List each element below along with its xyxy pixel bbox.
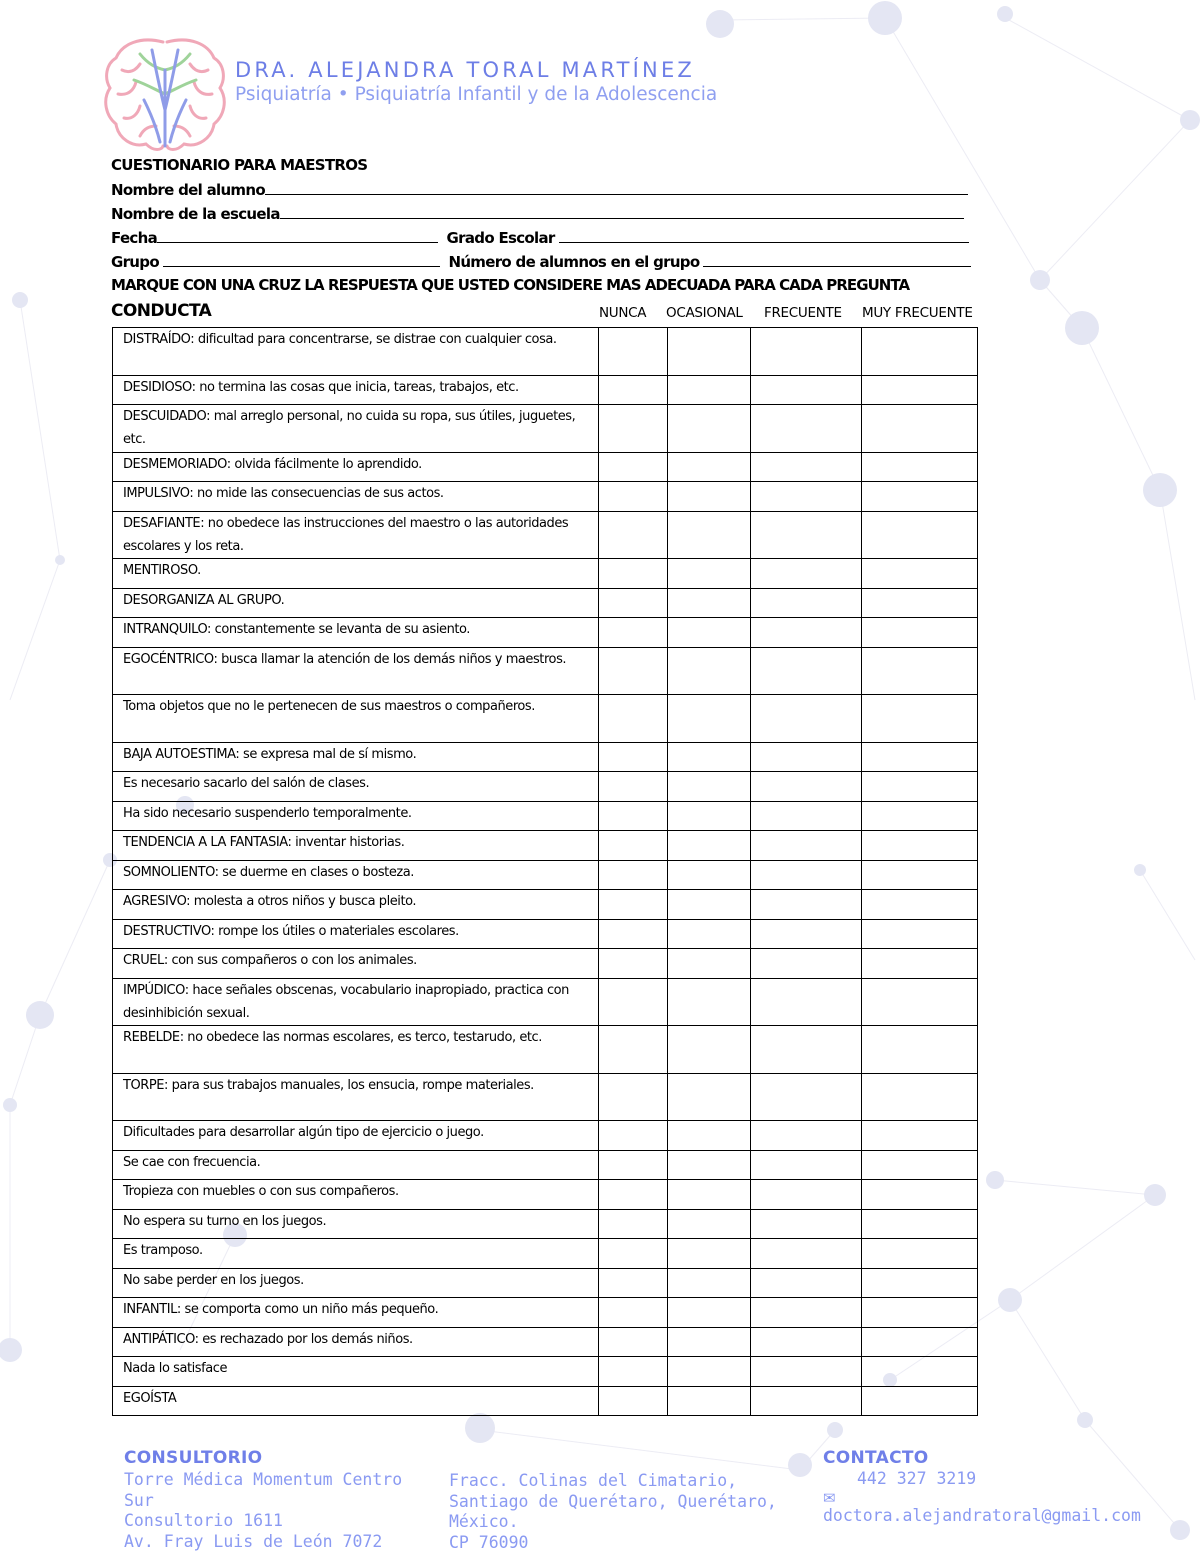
answer-cell-nunca[interactable] (599, 919, 668, 949)
question-text: SOMNOLIENTO: se duerme en clases o bosteza. (113, 860, 599, 890)
address-line: México. (449, 1512, 519, 1531)
question-text: Nada lo satisface (113, 1357, 599, 1387)
answer-cell-frecuente[interactable] (751, 742, 862, 772)
answer-cell-muy-frecuente[interactable] (862, 1026, 978, 1074)
answer-cell-frecuente[interactable] (751, 588, 862, 618)
table-row (113, 1268, 978, 1298)
answer-cell-nunca[interactable] (599, 949, 668, 979)
answer-cell-frecuente[interactable] (751, 919, 862, 949)
answer-cell-nunca[interactable] (599, 647, 668, 695)
column-header-ocasional: OCASIONAL (666, 305, 743, 321)
student-name-field[interactable] (265, 180, 968, 195)
answer-cell-nunca[interactable] (599, 1298, 668, 1328)
date-field[interactable] (157, 228, 438, 243)
grade-field[interactable] (559, 228, 969, 243)
answer-cell-nunca[interactable] (599, 375, 668, 405)
answer-cell-frecuente[interactable] (751, 1386, 862, 1416)
question-text: INTRANQUILO: constantemente se levanta de su asiento. (113, 618, 599, 648)
question-text: INFANTIL: se comporta como un niño más pequeño. (113, 1298, 599, 1328)
student-name-row (111, 180, 968, 199)
answer-cell-frecuente[interactable] (751, 559, 862, 589)
answer-cell-muy-frecuente[interactable] (862, 618, 978, 648)
answer-cell-frecuente[interactable] (751, 328, 862, 376)
answer-cell-nunca[interactable] (599, 1150, 668, 1180)
answer-cell-ocasional[interactable] (668, 1386, 751, 1416)
answer-cell-ocasional[interactable] (668, 801, 751, 831)
answer-cell-muy-frecuente[interactable] (862, 1327, 978, 1357)
answer-cell-muy-frecuente[interactable] (862, 801, 978, 831)
answer-cell-frecuente[interactable] (751, 890, 862, 920)
date-label: Fecha (111, 229, 158, 247)
table-row (113, 695, 978, 743)
behavior-table (112, 327, 978, 1416)
answer-cell-ocasional[interactable] (668, 890, 751, 920)
answer-cell-ocasional[interactable] (668, 831, 751, 861)
answer-cell-frecuente[interactable] (751, 695, 862, 743)
answer-cell-ocasional[interactable] (668, 328, 751, 376)
answer-cell-frecuente[interactable] (751, 511, 862, 559)
answer-cell-frecuente[interactable] (751, 1239, 862, 1269)
table-row (113, 1239, 978, 1269)
answer-cell-muy-frecuente[interactable] (862, 405, 978, 453)
office-line: Consultorio 1611 (124, 1511, 283, 1530)
table-row (113, 772, 978, 802)
answer-cell-frecuente[interactable] (751, 375, 862, 405)
answer-cell-nunca[interactable] (599, 772, 668, 802)
envelope-icon: ✉ (823, 1489, 836, 1507)
question-text: CRUEL: con sus compañeros o con los animales. (113, 949, 599, 979)
answer-cell-ocasional[interactable] (668, 559, 751, 589)
table-row (113, 1386, 978, 1416)
student-name-label: Nombre del alumno (111, 181, 265, 199)
question-text: AGRESIVO: molesta a otros niños y busca pleito. (113, 890, 599, 920)
answer-cell-muy-frecuente[interactable] (862, 1150, 978, 1180)
num-students-label: Número de alumnos en el grupo (448, 253, 700, 271)
answer-cell-ocasional[interactable] (668, 511, 751, 559)
address-line: CP 76090 (449, 1532, 529, 1552)
answer-cell-nunca[interactable] (599, 831, 668, 861)
answer-cell-muy-frecuente[interactable] (862, 919, 978, 949)
question-text: No sabe perder en los juegos. (113, 1268, 599, 1298)
answer-cell-frecuente[interactable] (751, 1357, 862, 1387)
office-title: CONSULTORIO (124, 1448, 263, 1468)
table-row (113, 742, 978, 772)
street-address (449, 1471, 779, 1553)
school-name-field[interactable] (280, 204, 964, 219)
answer-cell-nunca[interactable] (599, 1357, 668, 1387)
table-row (113, 1150, 978, 1180)
answer-cell-ocasional[interactable] (668, 452, 751, 482)
question-text: EGOÍSTA (113, 1386, 599, 1416)
answer-cell-ocasional[interactable] (668, 588, 751, 618)
answer-cell-ocasional[interactable] (668, 949, 751, 979)
school-name-row (111, 204, 964, 223)
office-address (124, 1470, 424, 1552)
answer-cell-nunca[interactable] (599, 482, 668, 512)
table-row (113, 405, 978, 453)
question-text: Es tramposo. (113, 1239, 599, 1269)
answer-cell-muy-frecuente[interactable] (862, 1298, 978, 1328)
answer-cell-nunca[interactable] (599, 328, 668, 376)
answer-cell-nunca[interactable] (599, 695, 668, 743)
answer-cell-ocasional[interactable] (668, 1150, 751, 1180)
answer-cell-ocasional[interactable] (668, 1209, 751, 1239)
column-header-frecuente: FRECUENTE (764, 305, 842, 321)
question-text: Es necesario sacarlo del salón de clases. (113, 772, 599, 802)
answer-cell-ocasional[interactable] (668, 919, 751, 949)
answer-cell-ocasional[interactable] (668, 1180, 751, 1210)
answer-cell-ocasional[interactable] (668, 482, 751, 512)
answer-cell-frecuente[interactable] (751, 1180, 862, 1210)
answer-cell-frecuente[interactable] (751, 1026, 862, 1074)
question-text: TORPE: para sus trabajos manuales, los ensucia, rompe materiales. (113, 1073, 599, 1121)
answer-cell-ocasional[interactable] (668, 1239, 751, 1269)
column-header-muy-frecuente: MUY FRECUENTE (862, 305, 973, 321)
group-row (111, 252, 971, 271)
num-students-field[interactable] (703, 252, 971, 267)
table-row (113, 1180, 978, 1210)
answer-cell-nunca[interactable] (599, 1209, 668, 1239)
table-row (113, 452, 978, 482)
office-line: Torre Médica Momentum Centro (124, 1470, 403, 1489)
table-row (113, 978, 978, 1026)
address-line: Santiago de Querétaro, Querétaro, (449, 1491, 777, 1511)
answer-cell-frecuente[interactable] (751, 482, 862, 512)
question-text: Dificultades para desarrollar algún tipo de ejercicio o juego. (113, 1121, 599, 1151)
question-text: DISTRAÍDO: dificultad para concentrarse, se distrae con cualquier cosa. (113, 328, 599, 376)
answer-cell-nunca[interactable] (599, 1386, 668, 1416)
table-row (113, 890, 978, 920)
answer-cell-nunca[interactable] (599, 559, 668, 589)
answer-cell-nunca[interactable] (599, 618, 668, 648)
answer-cell-muy-frecuente[interactable] (862, 978, 978, 1026)
table-row (113, 588, 978, 618)
answer-cell-muy-frecuente[interactable] (862, 1073, 978, 1121)
grade-label: Grado Escolar (446, 229, 555, 247)
answer-cell-nunca[interactable] (599, 405, 668, 453)
answer-cell-nunca[interactable] (599, 890, 668, 920)
table-row (113, 1026, 978, 1074)
question-text: DESTRUCTIVO: rompe los útiles o materiales escolares. (113, 919, 599, 949)
question-text: DESCUIDADO: mal arreglo personal, no cuida su ropa, sus útiles, juguetes, etc. (113, 405, 599, 453)
answer-cell-frecuente[interactable] (751, 1298, 862, 1328)
question-text: No espera su turno en los juegos. (113, 1209, 599, 1239)
answer-cell-frecuente[interactable] (751, 452, 862, 482)
question-text: BAJA AUTOESTIMA: se expresa mal de sí mismo. (113, 742, 599, 772)
answer-cell-muy-frecuente[interactable] (862, 742, 978, 772)
answer-cell-frecuente[interactable] (751, 1150, 862, 1180)
question-text: IMPÚDICO: hace señales obscenas, vocabulario inapropiado, practica con desinhibición sexual. (113, 978, 599, 1026)
question-text: Tropieza con muebles o con sus compañeros. (113, 1180, 599, 1210)
answer-cell-frecuente[interactable] (751, 831, 862, 861)
answer-cell-muy-frecuente[interactable] (862, 949, 978, 979)
question-text: Ha sido necesario suspenderlo temporalmente. (113, 801, 599, 831)
table-row (113, 1327, 978, 1357)
answer-cell-muy-frecuente[interactable] (862, 890, 978, 920)
answer-cell-muy-frecuente[interactable] (862, 1386, 978, 1416)
answer-cell-ocasional[interactable] (668, 1073, 751, 1121)
answer-cell-muy-frecuente[interactable] (862, 695, 978, 743)
answer-cell-frecuente[interactable] (751, 618, 862, 648)
answer-cell-frecuente[interactable] (751, 1209, 862, 1239)
answer-cell-ocasional[interactable] (668, 695, 751, 743)
doctor-name: DRA. ALEJANDRA TORAL MARTÍNEZ (235, 58, 696, 82)
answer-cell-muy-frecuente[interactable] (862, 647, 978, 695)
table-row (113, 1209, 978, 1239)
answer-cell-muy-frecuente[interactable] (862, 1209, 978, 1239)
answer-cell-frecuente[interactable] (751, 1073, 862, 1121)
answer-cell-muy-frecuente[interactable] (862, 559, 978, 589)
answer-cell-muy-frecuente[interactable] (862, 482, 978, 512)
table-row (113, 919, 978, 949)
question-text: Toma objetos que no le pertenecen de sus maestros o compañeros. (113, 695, 599, 743)
answer-cell-nunca[interactable] (599, 1121, 668, 1151)
address-line: Fracc. Colinas del Cimatario, (449, 1471, 738, 1490)
answer-cell-ocasional[interactable] (668, 618, 751, 648)
question-text: EGOCÉNTRICO: busca llamar la atención de los demás niños y maestros. (113, 647, 599, 695)
question-text: ANTIPÁTICO: es rechazado por los demás niños. (113, 1327, 599, 1357)
answer-cell-muy-frecuente[interactable] (862, 588, 978, 618)
answer-cell-muy-frecuente[interactable] (862, 1239, 978, 1269)
answer-cell-muy-frecuente[interactable] (862, 1268, 978, 1298)
date-grade-row (111, 228, 969, 247)
answer-cell-ocasional[interactable] (668, 1357, 751, 1387)
answer-cell-ocasional[interactable] (668, 742, 751, 772)
question-text: TENDENCIA A LA FANTASIA: inventar historias. (113, 831, 599, 861)
table-row (113, 1298, 978, 1328)
answer-cell-muy-frecuente[interactable] (862, 452, 978, 482)
answer-cell-nunca[interactable] (599, 588, 668, 618)
table-row (113, 559, 978, 589)
answer-cell-muy-frecuente[interactable] (862, 375, 978, 405)
answer-cell-nunca[interactable] (599, 801, 668, 831)
answer-cell-ocasional[interactable] (668, 1298, 751, 1328)
table-row (113, 860, 978, 890)
form-title: CUESTIONARIO PARA MAESTROS (111, 156, 368, 174)
answer-cell-nunca[interactable] (599, 978, 668, 1026)
office-line: Av. Fray Luis de León 7072 (124, 1531, 383, 1551)
answer-cell-ocasional[interactable] (668, 860, 751, 890)
table-body (113, 328, 978, 1416)
answer-cell-frecuente[interactable] (751, 1268, 862, 1298)
doctor-specialty: Psiquiatría • Psiquiatría Infantil y de la Adolescencia (235, 84, 718, 105)
contact-email[interactable]: doctora.alejandratoral@gmail.com (823, 1506, 1141, 1525)
question-text: IMPULSIVO: no mide las consecuencias de sus actos. (113, 482, 599, 512)
instruction: MARQUE CON UNA CRUZ LA RESPUESTA QUE USTED CONSIDERE MAS ADECUADA PARA CADA PREGUNTA (111, 276, 910, 294)
question-text: Se cae con frecuencia. (113, 1150, 599, 1180)
answer-cell-frecuente[interactable] (751, 801, 862, 831)
contact-phone[interactable]: 442 327 3219 (857, 1469, 977, 1488)
contact-title: CONTACTO (823, 1448, 929, 1468)
column-header-nunca: NUNCA (599, 305, 647, 321)
table-row (113, 482, 978, 512)
table-row (113, 831, 978, 861)
answer-cell-frecuente[interactable] (751, 1327, 862, 1357)
answer-cell-nunca[interactable] (599, 1268, 668, 1298)
group-field[interactable] (163, 252, 440, 267)
section-label: CONDUCTA (111, 301, 212, 321)
answer-cell-ocasional[interactable] (668, 405, 751, 453)
answer-cell-nunca[interactable] (599, 1327, 668, 1357)
answer-cell-frecuente[interactable] (751, 772, 862, 802)
table-row (113, 1357, 978, 1387)
answer-cell-nunca[interactable] (599, 742, 668, 772)
answer-cell-muy-frecuente[interactable] (862, 772, 978, 802)
table-row (113, 1121, 978, 1151)
answer-cell-ocasional[interactable] (668, 647, 751, 695)
table-row (113, 647, 978, 695)
answer-cell-muy-frecuente[interactable] (862, 1180, 978, 1210)
office-line: Sur (124, 1490, 154, 1510)
answer-cell-ocasional[interactable] (668, 1327, 751, 1357)
answer-cell-ocasional[interactable] (668, 1026, 751, 1074)
answer-cell-ocasional[interactable] (668, 978, 751, 1026)
answer-cell-ocasional[interactable] (668, 1268, 751, 1298)
question-text: REBELDE: no obedece las normas escolares, es terco, testarudo, etc. (113, 1026, 599, 1074)
table-row (113, 511, 978, 559)
table-row (113, 949, 978, 979)
answer-cell-frecuente[interactable] (751, 405, 862, 453)
group-label: Grupo (111, 253, 159, 271)
answer-cell-nunca[interactable] (599, 1026, 668, 1074)
answer-cell-frecuente[interactable] (751, 647, 862, 695)
question-text: DESIDIOSO: no termina las cosas que inicia, tareas, trabajos, etc. (113, 375, 599, 405)
answer-cell-nunca[interactable] (599, 452, 668, 482)
answer-cell-ocasional[interactable] (668, 772, 751, 802)
table-row (113, 1073, 978, 1121)
answer-cell-nunca[interactable] (599, 1073, 668, 1121)
school-name-label: Nombre de la escuela (111, 205, 280, 223)
answer-cell-ocasional[interactable] (668, 375, 751, 405)
answer-cell-nunca[interactable] (599, 860, 668, 890)
answer-cell-muy-frecuente[interactable] (862, 328, 978, 376)
brain-logo-icon (100, 30, 230, 160)
answer-cell-frecuente[interactable] (751, 1121, 862, 1151)
question-text: DESAFIANTE: no obedece las instrucciones del maestro o las autoridades escolares y los reta. (113, 511, 599, 559)
table-row (113, 618, 978, 648)
question-text: DESORGANIZA AL GRUPO. (113, 588, 599, 618)
answer-cell-nunca[interactable] (599, 511, 668, 559)
answer-cell-frecuente[interactable] (751, 978, 862, 1026)
question-text: DESMEMORIADO: olvida fácilmente lo aprendido. (113, 452, 599, 482)
table-row (113, 328, 978, 376)
answer-cell-muy-frecuente[interactable] (862, 511, 978, 559)
question-text: MENTIROSO. (113, 559, 599, 589)
table-row (113, 375, 978, 405)
answer-cell-muy-frecuente[interactable] (862, 1357, 978, 1387)
table-row (113, 801, 978, 831)
answer-cell-frecuente[interactable] (751, 949, 862, 979)
answer-cell-frecuente[interactable] (751, 860, 862, 890)
answer-cell-nunca[interactable] (599, 1180, 668, 1210)
answer-cell-muy-frecuente[interactable] (862, 1121, 978, 1151)
answer-cell-muy-frecuente[interactable] (862, 860, 978, 890)
answer-cell-ocasional[interactable] (668, 1121, 751, 1151)
answer-cell-muy-frecuente[interactable] (862, 831, 978, 861)
answer-cell-nunca[interactable] (599, 1239, 668, 1269)
